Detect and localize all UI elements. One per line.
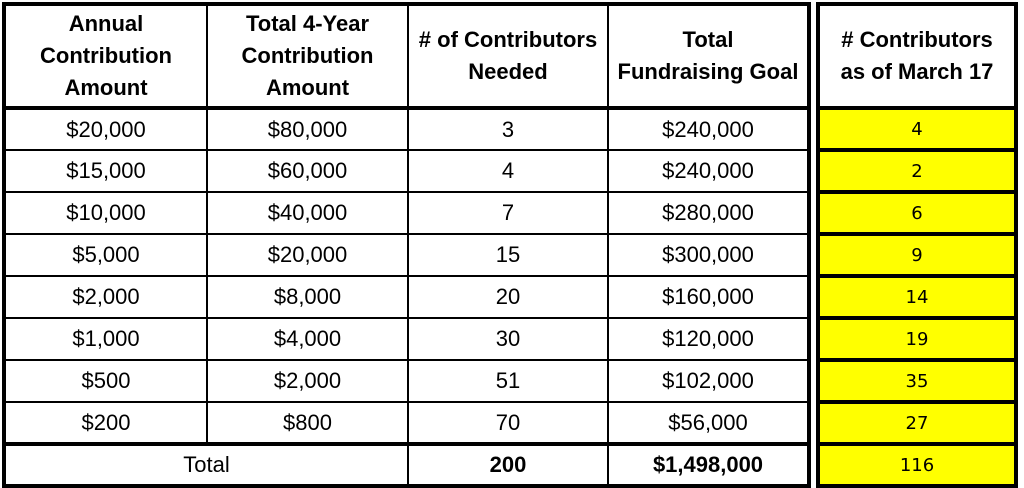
goal-cell: $240,000 bbox=[608, 150, 809, 192]
header-annual-contribution: Annual Contribution Amount bbox=[4, 4, 207, 108]
annual-cell: $20,000 bbox=[4, 108, 207, 150]
table-row bbox=[4, 402, 809, 444]
table-row bbox=[4, 192, 809, 234]
annual-cell: $5,000 bbox=[4, 234, 207, 276]
header-row bbox=[4, 4, 809, 108]
header-contributors-needed: # of Contributors Needed bbox=[408, 4, 608, 108]
contribution-table bbox=[2, 2, 811, 488]
march-count-cell: 27 bbox=[818, 402, 1016, 444]
annual-cell: $2,000 bbox=[4, 276, 207, 318]
needed-cell: 70 bbox=[408, 402, 608, 444]
goal-cell: $102,000 bbox=[608, 360, 809, 402]
four-year-cell: $20,000 bbox=[207, 234, 408, 276]
march-count-cell: 2 bbox=[818, 150, 1016, 192]
table-row bbox=[4, 318, 809, 360]
table-row bbox=[4, 360, 809, 402]
annual-cell: $500 bbox=[4, 360, 207, 402]
four-year-cell: $2,000 bbox=[207, 360, 408, 402]
march-count-cell: 6 bbox=[818, 192, 1016, 234]
march-header-row bbox=[818, 4, 1016, 108]
contribution-table-wrapper bbox=[2, 2, 1018, 484]
annual-cell: $1,000 bbox=[4, 318, 207, 360]
total-label: Total bbox=[4, 444, 408, 486]
four-year-cell: $8,000 bbox=[207, 276, 408, 318]
goal-cell: $160,000 bbox=[608, 276, 809, 318]
header-fundraising-goal: Total Fundraising Goal bbox=[608, 4, 809, 108]
four-year-cell: $80,000 bbox=[207, 108, 408, 150]
needed-cell: 4 bbox=[408, 150, 608, 192]
four-year-cell: $40,000 bbox=[207, 192, 408, 234]
four-year-cell: $800 bbox=[207, 402, 408, 444]
total-goal: $1,498,000 bbox=[608, 444, 809, 486]
total-row bbox=[4, 444, 809, 486]
table-row bbox=[4, 108, 809, 150]
goal-cell: $300,000 bbox=[608, 234, 809, 276]
goal-cell: $240,000 bbox=[608, 108, 809, 150]
march-total-cell: 116 bbox=[818, 444, 1016, 486]
header-total-4-year: Total 4-Year Contribution Amount bbox=[207, 4, 408, 108]
needed-cell: 3 bbox=[408, 108, 608, 150]
needed-cell: 30 bbox=[408, 318, 608, 360]
needed-cell: 7 bbox=[408, 192, 608, 234]
table-row bbox=[4, 234, 809, 276]
four-year-cell: $4,000 bbox=[207, 318, 408, 360]
annual-cell: $15,000 bbox=[4, 150, 207, 192]
goal-cell: $280,000 bbox=[608, 192, 809, 234]
total-needed: 200 bbox=[408, 444, 608, 486]
four-year-cell: $60,000 bbox=[207, 150, 408, 192]
goal-cell: $56,000 bbox=[608, 402, 809, 444]
march-count-cell: 9 bbox=[818, 234, 1016, 276]
needed-cell: 15 bbox=[408, 234, 608, 276]
table-row bbox=[4, 150, 809, 192]
annual-cell: $200 bbox=[4, 402, 207, 444]
table-row bbox=[4, 276, 809, 318]
annual-cell: $10,000 bbox=[4, 192, 207, 234]
needed-cell: 20 bbox=[408, 276, 608, 318]
march-count-cell: 35 bbox=[818, 360, 1016, 402]
needed-cell: 51 bbox=[408, 360, 608, 402]
header-contributors-march: # Contributors as of March 17 bbox=[818, 4, 1016, 108]
goal-cell: $120,000 bbox=[608, 318, 809, 360]
march-count-cell: 14 bbox=[818, 276, 1016, 318]
march-count-cell: 19 bbox=[818, 318, 1016, 360]
march-count-cell: 4 bbox=[818, 108, 1016, 150]
march-contributors-table bbox=[816, 2, 1018, 488]
